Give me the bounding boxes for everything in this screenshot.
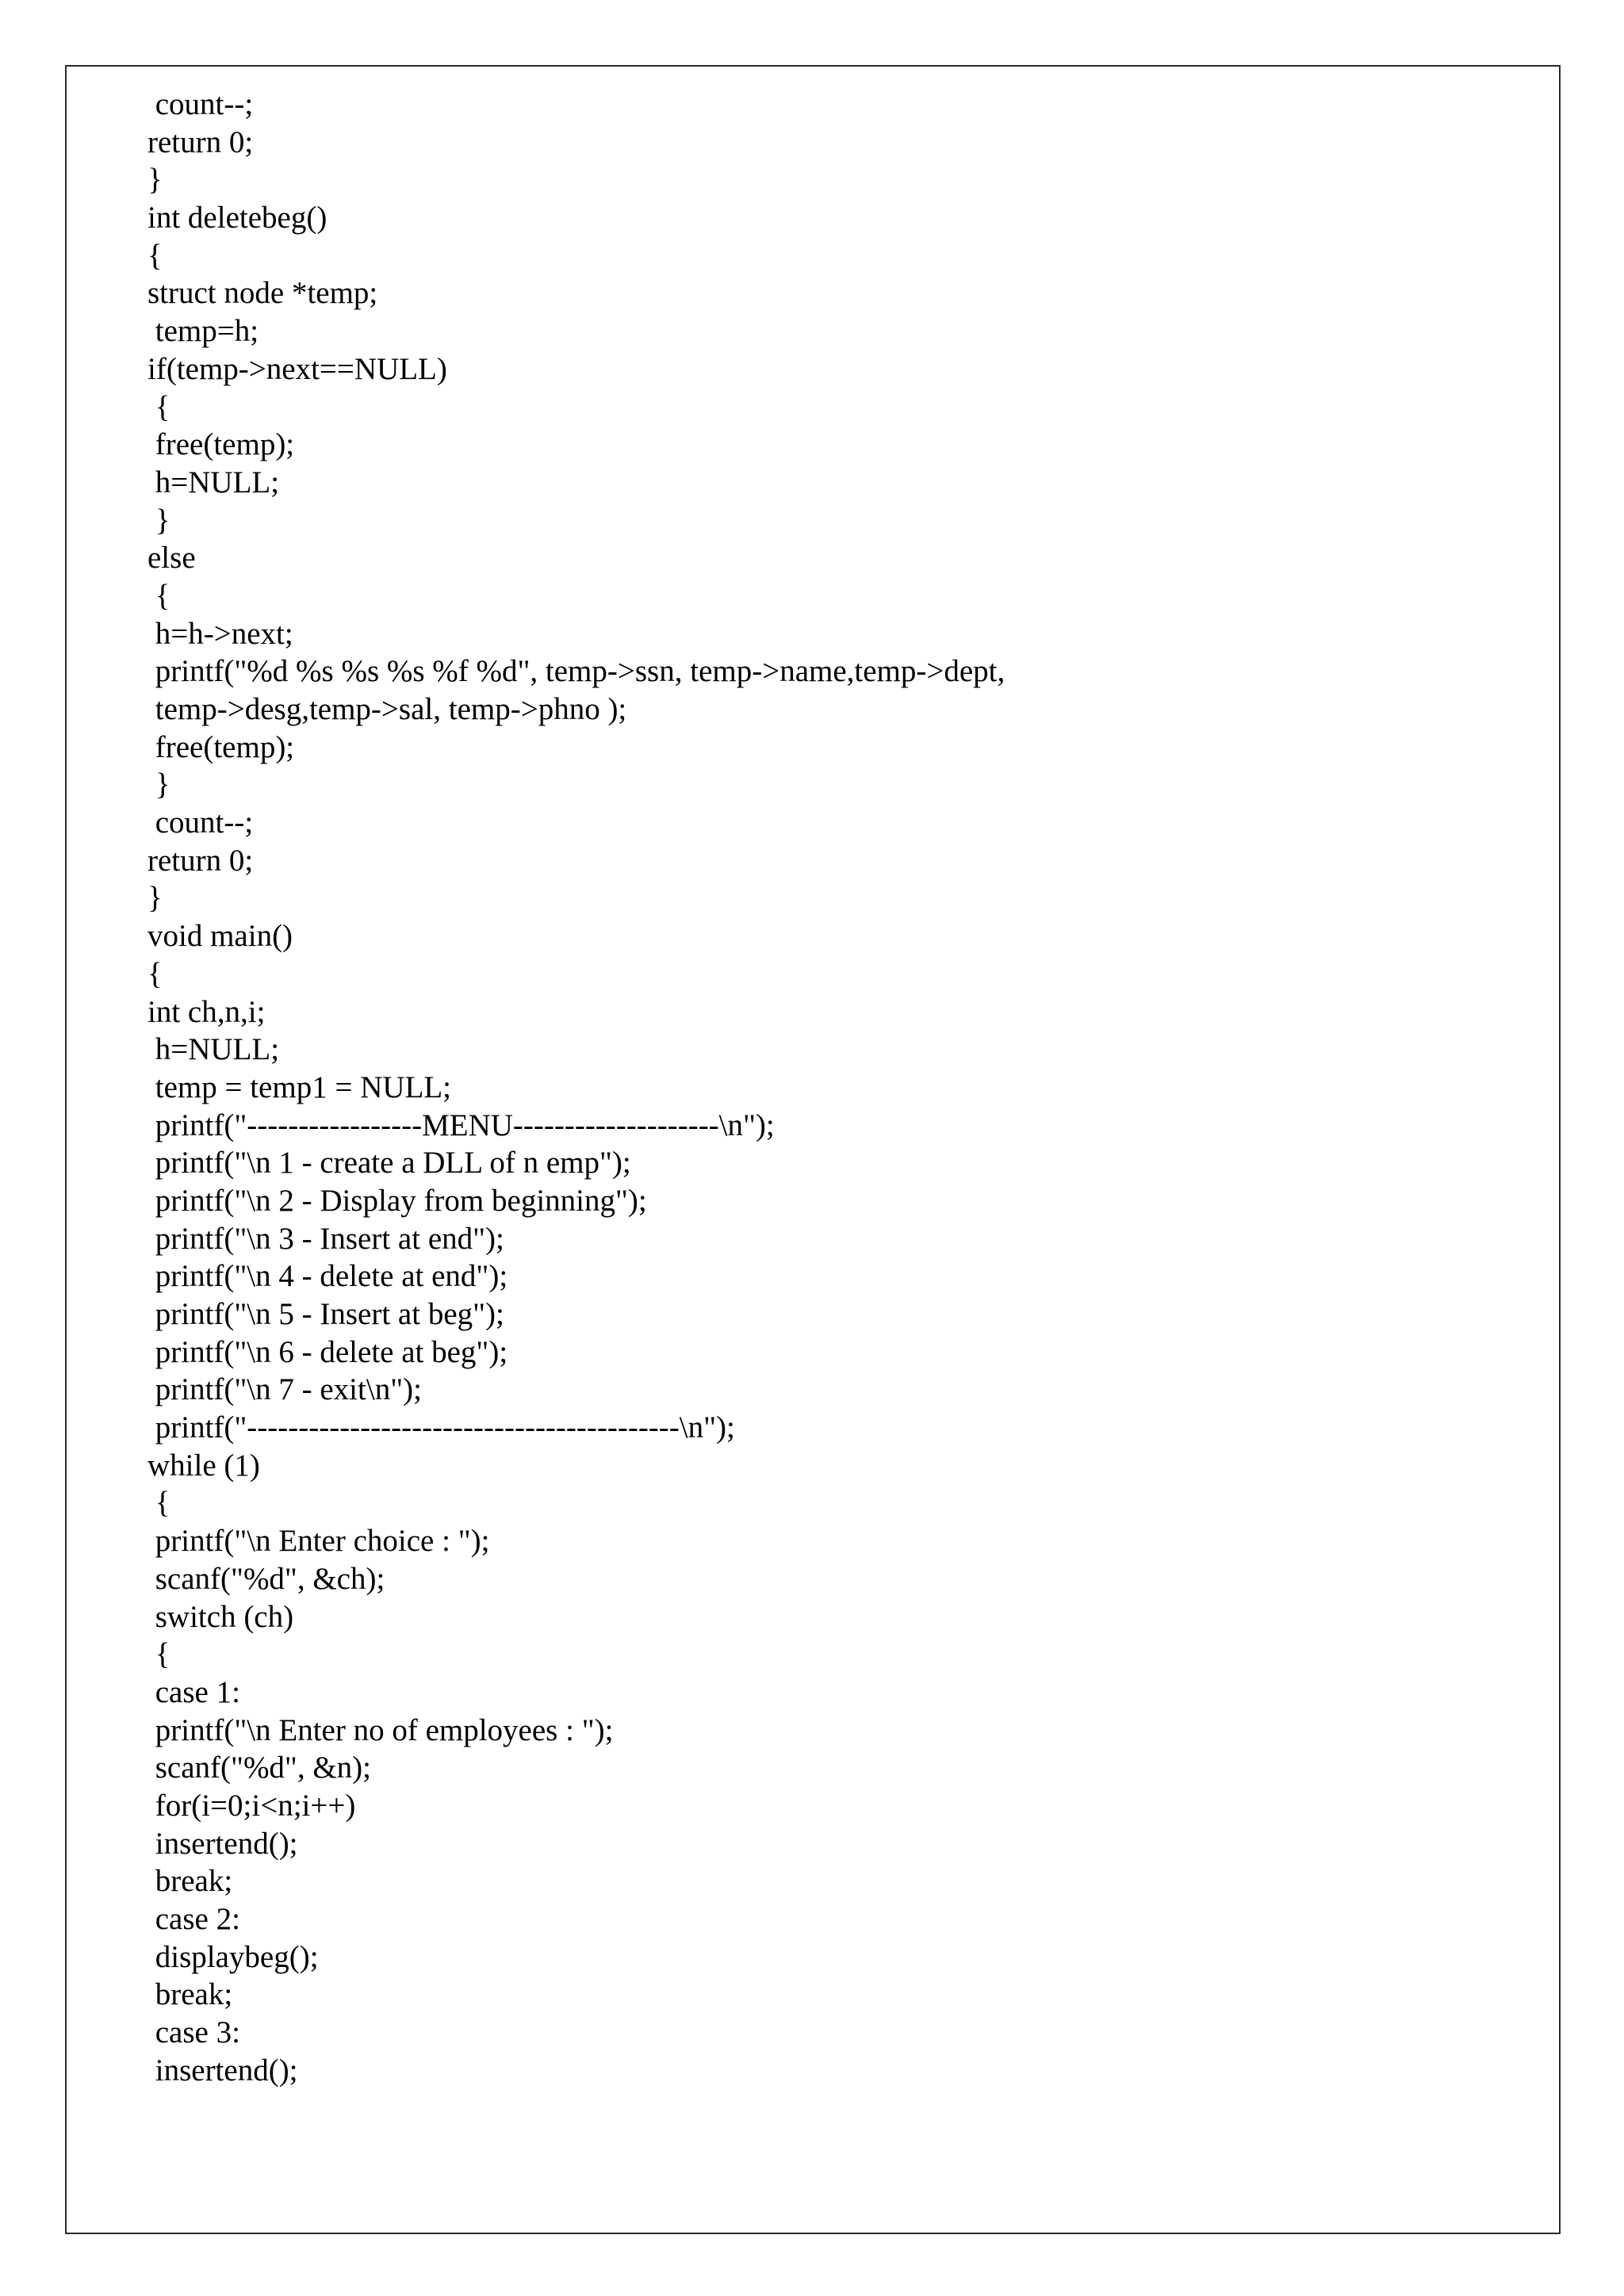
code-line: case 3: bbox=[147, 2015, 240, 2050]
code-line: } bbox=[147, 503, 170, 538]
code-line: temp=h; bbox=[147, 314, 259, 349]
code-line: insertend(); bbox=[147, 1826, 298, 1861]
code-line: displaybeg(); bbox=[147, 1939, 319, 1974]
code-line: } bbox=[147, 881, 163, 916]
code-line: printf("%d %s %s %s %f %d", temp->ssn, temp->name,temp->dept, bbox=[147, 654, 1005, 689]
code-line: h=NULL; bbox=[147, 465, 280, 499]
code-line: for(i=0;i<n;i++) bbox=[147, 1788, 356, 1823]
code-line: break; bbox=[147, 1977, 233, 2012]
code-line: h=h->next; bbox=[147, 616, 293, 651]
code-line: h=NULL; bbox=[147, 1032, 280, 1067]
code-line: temp->desg,temp->sal, temp->phno ); bbox=[147, 692, 627, 726]
code-line: break; bbox=[147, 1864, 233, 1899]
code-line: { bbox=[147, 1486, 170, 1521]
code-line: while (1) bbox=[147, 1448, 260, 1483]
code-line: case 2: bbox=[147, 1902, 240, 1936]
code-line: int deletebeg() bbox=[147, 201, 327, 235]
code-line: switch (ch) bbox=[147, 1599, 294, 1634]
code-line: count--; bbox=[147, 87, 254, 121]
code-line: if(temp->next==NULL) bbox=[147, 351, 447, 386]
code-listing bbox=[147, 86, 1543, 2089]
code-line: free(temp); bbox=[147, 729, 295, 764]
code-line: return 0; bbox=[147, 124, 254, 159]
code-line: { bbox=[147, 238, 163, 273]
code-line: printf("\n Enter choice : "); bbox=[147, 1524, 490, 1559]
code-line: printf("\n 3 - Insert at end"); bbox=[147, 1221, 504, 1256]
code-line: struct node *temp; bbox=[147, 276, 378, 311]
code-line: printf("------------------------------------------\n"); bbox=[147, 1410, 735, 1445]
code-line: printf("\n 2 - Display from beginning"); bbox=[147, 1183, 647, 1218]
code-line: } bbox=[147, 163, 163, 197]
code-line: printf("\n 4 - delete at end"); bbox=[147, 1259, 508, 1294]
code-line: { bbox=[147, 956, 163, 991]
code-line: printf("\n 5 - Insert at beg"); bbox=[147, 1297, 504, 1331]
code-line: scanf("%d", &n); bbox=[147, 1751, 372, 1785]
code-line: printf("\n 6 - delete at beg"); bbox=[147, 1334, 508, 1369]
code-line: free(temp); bbox=[147, 427, 295, 462]
code-line: { bbox=[147, 1637, 170, 1672]
code-line: void main() bbox=[147, 919, 293, 954]
code-line: printf("\n 7 - exit\n"); bbox=[147, 1372, 422, 1407]
code-line: { bbox=[147, 578, 170, 613]
code-line: printf("\n 1 - create a DLL of n emp"); bbox=[147, 1146, 631, 1181]
code-line: return 0; bbox=[147, 843, 254, 878]
code-line: temp = temp1 = NULL; bbox=[147, 1070, 452, 1104]
code-line: else bbox=[147, 541, 196, 576]
code-line: printf("\n Enter no of employees : "); bbox=[147, 1712, 614, 1747]
code-line: } bbox=[147, 767, 170, 802]
code-line: count--; bbox=[147, 806, 254, 840]
code-line: scanf("%d", &ch); bbox=[147, 1561, 385, 1596]
code-line: case 1: bbox=[147, 1674, 240, 1709]
code-line: printf("-----------------MENU--------------------\n"); bbox=[147, 1108, 775, 1142]
code-line: int ch,n,i; bbox=[147, 994, 266, 1029]
code-line: { bbox=[147, 389, 170, 424]
code-line: insertend(); bbox=[147, 2053, 298, 2087]
